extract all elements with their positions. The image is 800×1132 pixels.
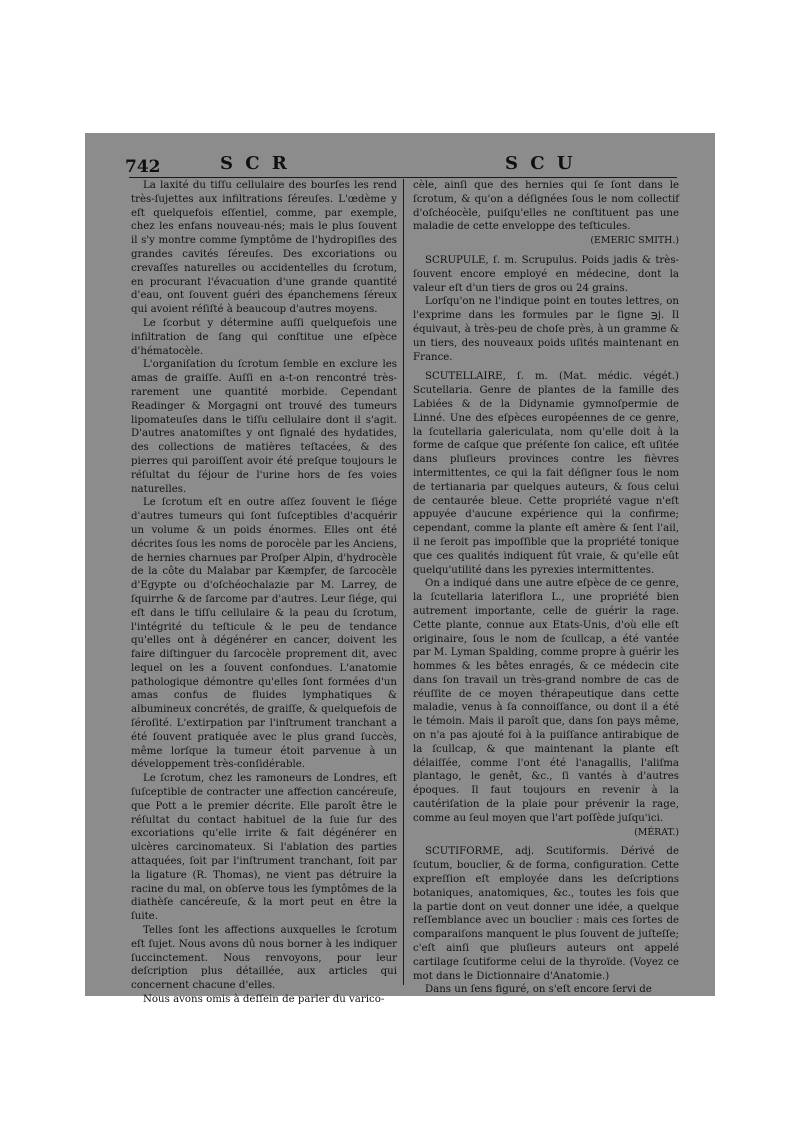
entry-scutellaire: SCUTELLAIRE, ſ. m. (Mat. médic. végét.) Scutellaria. Genre de plantes de la famille des Labiées & de la Didynamie gymnoſpermie de Linné. Une des eſpèces européennes de ce genre, la ſcutellaria galericulata, nom qu'elle doit à la forme de caſque que préſente ſon calice, eſt uſitée dans pluſieurs provinces contre les fièvres intermittentes, ce qui la fait déſigner ſous le nom de tertianaria par quelques auteurs, & ſous celui de centaurée bleue. Cette propriété vague n'eſt appuyée d'aucune expérience qui la confirme; cependant, comme la plante eſt amère & ſent l'ail, il ne ſeroit pas impoſſible que la propriété tonique que ces qualités indiquent fût vraie, & qu'elle eût quelqu'utilité dans les pyrexies intermittentes. xyxy=(413,371,679,576)
right-column xyxy=(413,179,679,996)
paragraph: L'organiſation du ſcrotum ſemble en exclure les amas de graiſſe. Auſſi en a-t-on rencontré très-rarement une quantité morbide. Cependant Readinger & Morgagni ont trouvé des tumeurs lipomateuſes dans le tiſſu cellulaire dont il s'agit. D'autres anatomiſtes y ont ſignalé des hydatides, des collections de matières teſtacées, & des pierres qui paroiſſent avoir été preſque toujours le réſultat du ſéjour de l'urine hors de ſes voies naturelles. xyxy=(131,359,397,495)
author-signature: (EMERIC SMITH.) xyxy=(590,235,679,247)
paragraph: Le ſcrotum, chez les ramoneurs de Londres, eſt ſuſceptible de contracter une affection cancéreuſe, que Pott a le premier décrite. Elle paroît être le réſultat du contact habituel de la ſuie ſur des excoriations qu'elle irrite & fait dégénérer en ulcères carcinomateux. Si l'ablation des parties attaquées, ſoit par l'inſtrument tranchant, ſoit par la ligature (R. Thomas), ne vient pas détruire la racine du mal, on obſerve tous les ſymptômes de la diathèſe cancéreuſe, & la mort peut en être la ſuite. xyxy=(131,773,397,923)
paragraph: Nous avons omis à deſſein de parler du varico- xyxy=(143,994,385,1006)
paragraph: Dans un ſens figuré, on s'eſt encore ſervi de xyxy=(425,984,652,996)
header-rule xyxy=(129,177,677,178)
column-divider xyxy=(403,179,404,985)
paragraph: La laxité du tiſſu cellulaire des bourſes les rend très-ſujettes aux infiltrations ſéreuſes. L'œdème y eſt quelquefois eſſentiel, comme, par exemple, chez les enfans nouveau-nés; mais le plus ſouvent il s'y montre comme ſymptôme de l'hydropiſies des grandes cavités ſéreuſes. Des excoriations ou crevaſſes naturelles ou accidentelles du ſcrotum, en procurant l'évacuation d'une grande quantité d'eau, ont ſouvent guéri des épanchemens ſéreux qui avoient réſiſté à beaucoup d'autres moyens. xyxy=(131,180,397,316)
running-head-right: S C U xyxy=(505,153,576,174)
paragraph: Le ſcrotum eſt en outre aſſez ſouvent le ſiége d'autres tumeurs qui ſont ſuſceptibles d'acquérir un volume & un poids énormes. Elles ont été décrites ſous les noms de porocèle par les Anciens, de hernies charnues par Proſper Alpin, d'hydrocèle de la côte du Malabar par Kæmpfer, de ſarcocèle d'Egypte ou d'oſchéochalazie par M. Larrey, de ſquirrhe & de ſarcome par d'autres. Leur ſiége, qui eſt dans le tiſſu cellulaire & la peau du ſcrotum, l'intégrité du teſticule & le peu de tendance qu'elles ont à dégénérer en cancer, doivent les faire diſtinguer du ſarcocèle proprement dit, avec lequel on les a ſouvent confondues. L'anatomie pathologique démontre qu'elles ſont formées d'un amas confus de fluides lymphatiques & albumineux concrétés, de graiſſe, & quelquefois de ſéroſité. L'extirpation par l'inſtrument tranchant a été ſouvent pratiquée avec le plus grand ſuccès, même lorſque la tumeur étoit parvenue à un développement très-conſidérable. xyxy=(131,497,397,771)
paragraph: Le ſcorbut y détermine auſſi quelquefois une infiltration de ſang qui conſtitue une eſpèce d'hématocèle. xyxy=(131,317,397,357)
paragraph: cèle, ainſi que des hernies qui ſe ſont dans le ſcrotum, & qu'on a déſignées ſous le nom collectif d'oſchéocèle, puiſqu'elles ne conſtituent pas une maladie de cette enveloppe des teſticules. xyxy=(413,180,679,233)
page-number: 742 xyxy=(125,157,161,177)
running-head-left: S C R xyxy=(220,153,290,174)
paragraph: Telles ſont les affections auxquelles le ſcrotum eſt ſujet. Nous avons dû nous borner à les indiquer ſuccinctement. Nous renvoyons, pour leur deſcription plus détaillée, aux articles qui concernent chacune d'elles. xyxy=(131,925,397,992)
author-signature: (MÉRAT.) xyxy=(634,826,679,838)
paragraph: Lorſqu'on ne l'indique point en toutes lettres, on l'exprime dans les formules par le ſigne ℈j. Il équivaut, à très-peu de choſe près, à un gramme & un tiers, des nouveaux poids uſités maintenant en France. xyxy=(413,296,679,363)
left-column xyxy=(131,179,397,1006)
paragraph: On a indiqué dans une autre eſpèce de ce genre, la ſcutellaria lateriflora L., une propriété bien autrement importante, celle de guérir la rage. Cette plante, connue aux Etats-Unis, d'où elle eſt originaire, ſous le nom de ſcullcap, a été vantée par M. Lyman Spalding, comme propre à guérir les hommes & les bêtes enragés, & ce médecin cite dans ſon travail un très-grand nombre de cas de réuſſite de ce moyen thérapeutique dans cette maladie, venus à ſa connoiſſance, ou dont il a été le témoin. Mais il paroît que, dans ſon pays même, on n'a pas ajouté foi à la puiſſance antirabique de la ſcullcap, & que maintenant la plante eſt délaiſſée, comme l'ont été l'anagallis, l'aliſma plantago, le genêt, &c., ſi vantés à d'autres époques. Il faut toujours en revenir à la cautériſation de la plaie pour prévenir la rage, comme au ſeul moyen que l'art poſſède juſqu'ici. xyxy=(413,578,679,824)
entry-scutiforme: SCUTIFORME, adj. Scutiformis. Dérivé de ſcutum, bouclier, & de forma, configuration. Cette expreſſion eſt employée dans les deſcriptions botaniques, anatomiques, &c., toutes les fois que la partie dont on veut donner une idée, a quelque reſſemblance avec un bouclier : mais ces ſortes de comparaiſons manquent le plus ſouvent de juſteſſe; c'eſt ainſi que pluſieurs auteurs ont appelé cartilage ſcutiforme celui de la thyroïde. (Voyez ce mot dans le Dictionnaire d'Anatomie.) xyxy=(413,846,679,982)
scanned-page xyxy=(85,133,715,1006)
entry-scrupule: SCRUPULE, ſ. m. Scrupulus. Poids jadis & très-ſouvent encore employé en médecine, dont la valeur eſt d'un tiers de gros ou 24 grains. xyxy=(413,254,679,294)
